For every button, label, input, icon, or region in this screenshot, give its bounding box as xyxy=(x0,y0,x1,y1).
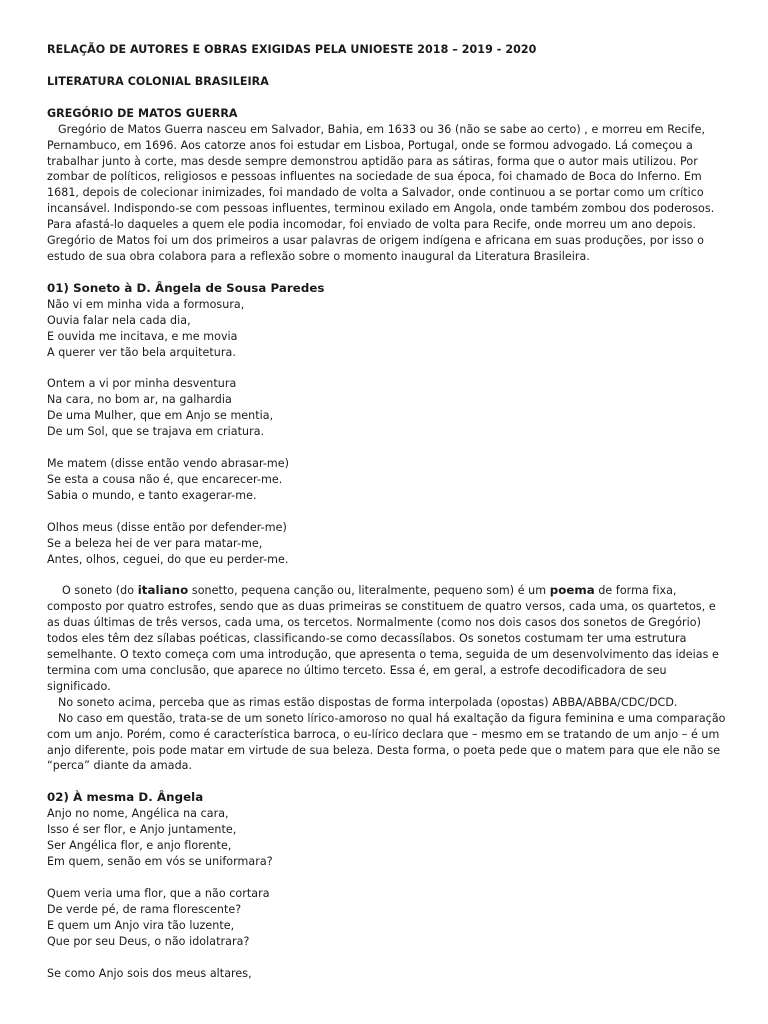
poem-line: Se como Anjo sois dos meus altares, xyxy=(47,966,252,980)
poem-line: Anjo no nome, Angélica na cara, xyxy=(47,807,229,821)
poem-line: De uma Mulher, que em Anjo se mentia, xyxy=(47,409,274,423)
text-run: sonetto, pequena canção ou, literalmente, pequeno som) é um xyxy=(188,584,550,598)
author-biography: Gregório de Matos Guerra nasceu em Salvador, Bahia, em 1633 ou 36 (não se sabe ao certo) , e morreu em Recife, Pernambuco, em 1696. Aos catorze anos foi estudar em Lisboa, Portugal, onde se formou advogado. Lá começou a trabalhar junto à corte, mas desde sempre demonstrou aptidão para as sátiras, forma que o autor mais utilizou. Por zombar de políticos, religiosos e pessoas influentes na sociedade de sua época, foi chamado de Boca do Inferno. Em 1681, depois de colecionar inimizades, foi mandado de volta a Salvador, onde continuou a se portar como um crítico incansável. Indispondo-se com pessoas influentes, terminou exilado em Angola, onde também zombou dos poderosos. Para afastá-lo daqueles a quem ele podia incomodar, foi enviado de volta para Recife, onde morreu um ano depois. Gregório de Matos foi um dos primeiros a usar palavras de origem indígena e africana em suas produções, por isso o estudo de sua obra colabora para a reflexão sobre o momento inaugural da Literatura Brasileira. xyxy=(47,122,715,263)
stanza xyxy=(47,806,728,870)
poem-line: Na cara, no bom ar, na galhardia xyxy=(47,393,232,407)
poem-line: E quem um Anjo vira tão luzente, xyxy=(47,918,235,932)
poem-line: A querer ver tão bela arquitetura. xyxy=(47,345,236,359)
link-italiano[interactable]: italiano xyxy=(137,583,189,598)
poem-line: Se a beleza hei de ver para matar-me, xyxy=(47,536,263,550)
poem-line: De verde pé, de rama florescente? xyxy=(47,902,242,916)
stanza xyxy=(47,297,728,361)
poem-line: Olhos meus (disse então por defender-me) xyxy=(47,520,287,534)
poem-line: Se esta a cousa não é, que encarecer-me. xyxy=(47,472,283,486)
poem-line: Ser Angélica flor, e anjo florente, xyxy=(47,839,232,853)
text-run: O soneto (do xyxy=(62,584,138,598)
poem-line: Sabia o mundo, e tanto exagerar-me. xyxy=(47,488,257,502)
poem-line: Antes, olhos, ceguei, do que eu perder-me. xyxy=(47,552,289,566)
poem-2 xyxy=(47,806,728,981)
commentary-paragraph xyxy=(47,583,728,694)
stanza xyxy=(47,456,728,504)
poem-line: Em quem, senão em vós se uniformara? xyxy=(47,854,273,868)
section-heading: LITERATURA COLONIAL BRASILEIRA xyxy=(47,74,269,88)
author-heading: GREGÓRIO DE MATOS GUERRA xyxy=(47,106,238,120)
stanza xyxy=(47,376,728,440)
poem-1 xyxy=(47,297,728,568)
poem-line: E ouvida me incitava, e me movia xyxy=(47,329,238,343)
stanza xyxy=(47,520,728,568)
main-heading: RELAÇÃO DE AUTORES E OBRAS EXIGIDAS PELA UNIOESTE 2018 – 2019 - 2020 xyxy=(47,43,537,56)
poem-title: 01) Soneto à D. Ângela de Sousa Paredes xyxy=(47,280,325,295)
poem-line: Não vi em minha vida a formosura, xyxy=(47,297,245,311)
poem-line: Ontem a vi por minha desventura xyxy=(47,377,237,391)
commentary-paragraph: No soneto acima, perceba que as rimas estão dispostas de forma interpolada (opostas) ABBA/ABBA/CDC/DCD. xyxy=(58,695,678,709)
stanza xyxy=(47,966,728,982)
link-poema[interactable]: poema xyxy=(549,583,595,598)
poem-line: Isso é ser flor, e Anjo juntamente, xyxy=(47,823,237,837)
commentary-paragraph: No caso em questão, trata-se de um soneto lírico-amoroso no qual há exaltação da figura feminina e uma comparação com um anjo. Porém, como é característica barroca, o eu-lírico declara que – mesmo em se tratando de um anjo – é um anjo diferente, pois pode matar em virtude de sua beleza. Desta forma, o poeta pede que o matem para que ele não se “perca” diante da amada. xyxy=(47,711,726,773)
poem-line: Me matem (disse então vendo abrasar-me) xyxy=(47,457,290,471)
poem-line: Quem veria uma flor, que a não cortara xyxy=(47,886,270,900)
poem-title: 02) À mesma D. Ângela xyxy=(47,790,204,805)
stanza xyxy=(47,886,728,950)
document-body xyxy=(47,42,728,981)
poem-line: De um Sol, que se trajava em criatura. xyxy=(47,425,265,439)
poem-line: Que por seu Deus, o não idolatrara? xyxy=(47,934,250,948)
text-run: de forma fixa, composto por quatro estrofes, sendo que as duas primeiras se constituem de quatro versos, cada uma, os quartetos, e as duas últimas de três versos, cada uma, os tercetos. Normalmente (como nos dois casos dos sonetos de Gregório) todos eles têm dez sílabas poéticas, classificando-se como decassílabos. Os sonetos costumam ter uma estrutura semelhante. O texto começa com uma introdução, que apresenta o tema, seguida de um desenvolvimento das ideias e termina com uma conclusão, que aparece no último terceto. Essa é, em geral, a estrofe decodificadora de seu significado. xyxy=(47,584,719,693)
poem-line: Ouvia falar nela cada dia, xyxy=(47,313,191,327)
